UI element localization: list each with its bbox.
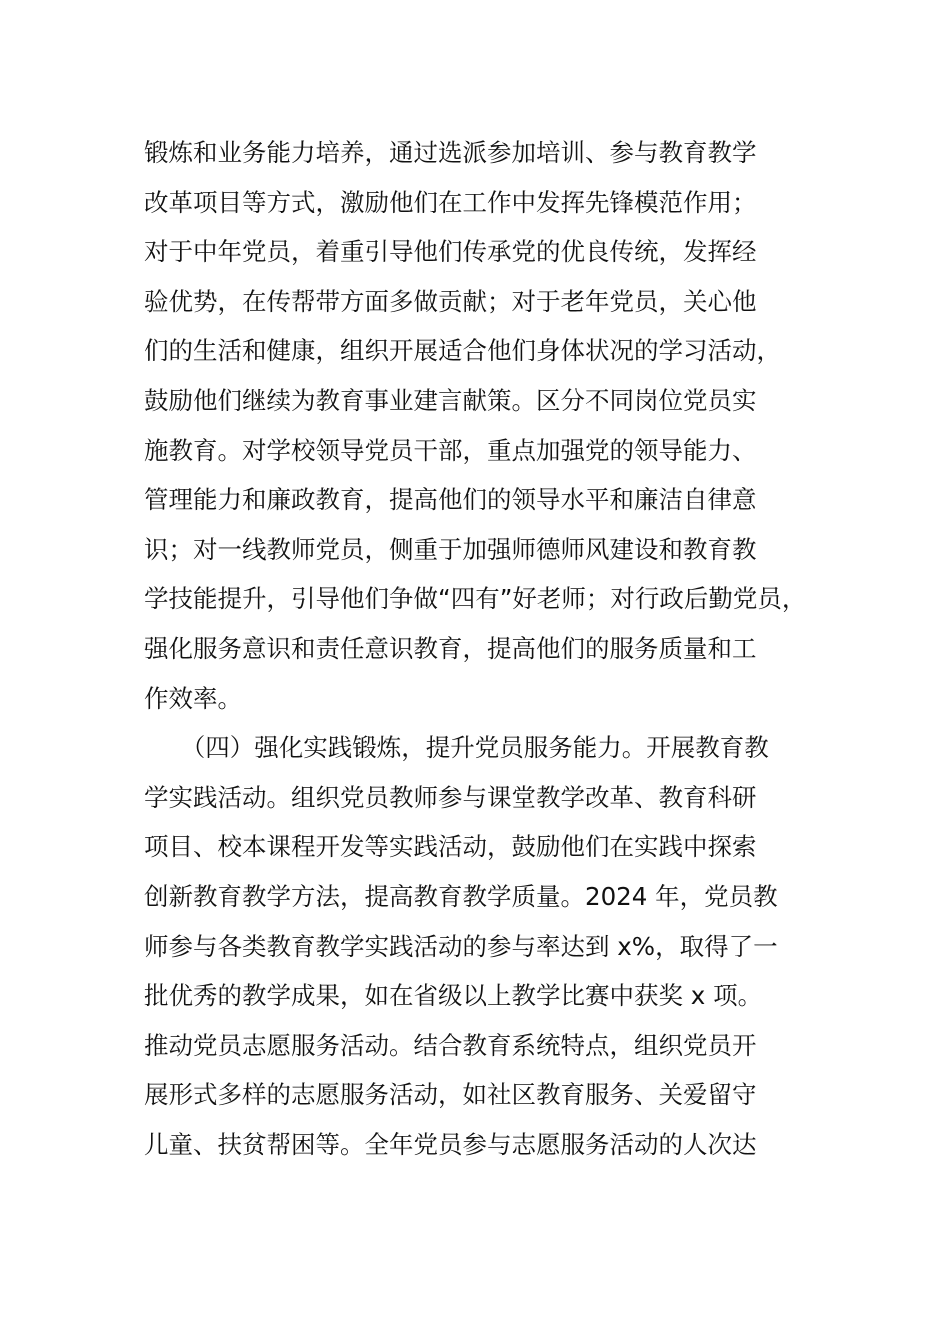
section-heading-line: （四）强化实践锻炼，提升党员服务能力。开展教育教: [144, 733, 769, 763]
body-text: [144, 128, 844, 1169]
text-line: 学技能提升，引导他们争做“四有”好老师；对行政后勤党员，: [144, 584, 807, 614]
text-line: 儿童、扶贫帮困等。全年党员参与志愿服务活动的人次达: [144, 1129, 757, 1159]
text-line: 改革项目等方式，激励他们在工作中发挥先锋模范作用；: [144, 187, 757, 217]
text-line: 作效率。: [144, 683, 242, 713]
text-line: 展形式多样的志愿服务活动，如社区教育服务、关爱留守: [144, 1080, 757, 1110]
text-line: 鼓励他们继续为教育事业建言献策。区分不同岗位党员实: [144, 385, 757, 415]
text-line: 验优势，在传帮带方面多做贡献；对于老年党员，关心他: [144, 286, 757, 316]
text-line: 对于中年党员，着重引导他们传承党的优良传统，发挥经: [144, 237, 757, 267]
text-line: 师参与各类教育教学实践活动的参与率达到 x%，取得了一: [144, 931, 778, 961]
text-line: 批优秀的教学成果，如在省级以上教学比赛中获奖 x 项。: [144, 981, 763, 1011]
text-line: 推动党员志愿服务活动。结合教育系统特点，组织党员开: [144, 1030, 757, 1060]
text-line: 项目、校本课程开发等实践活动，鼓励他们在实践中探索: [144, 832, 757, 862]
text-line: 们的生活和健康，组织开展适合他们身体状况的学习活动，: [144, 336, 781, 366]
text-line: 强化服务意识和责任意识教育，提高他们的服务质量和工: [144, 633, 757, 663]
text-line: 施教育。对学校领导党员干部，重点加强党的领导能力、: [144, 435, 757, 465]
text-line: 锻炼和业务能力培养，通过选派参加培训、参与教育教学: [144, 138, 757, 167]
text-line: 识；对一线教师党员，侧重于加强师德师风建设和教育教: [144, 534, 757, 564]
text-line: 管理能力和廉政教育，提高他们的领导水平和廉洁自律意: [144, 485, 757, 515]
text-line: 学实践活动。组织党员教师参与课堂教学改革、教育科研: [144, 782, 757, 812]
text-line: 创新教育教学方法，提高教育教学质量。2024 年，党员教: [144, 881, 778, 911]
